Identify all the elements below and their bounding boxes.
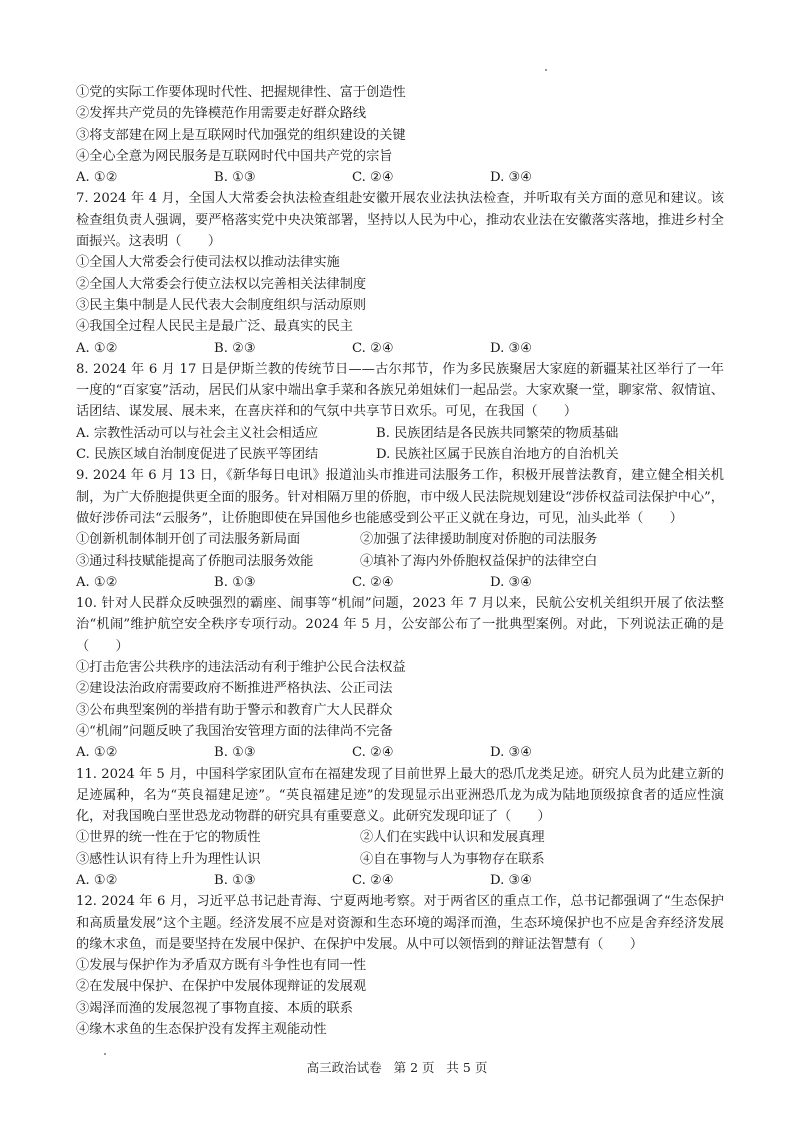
q6-item-1: ①党的实际工作要体现时代性、把握规律性、富于创造性 — [76, 85, 406, 100]
scan-speck — [104, 1053, 106, 1055]
q9-item-2: ②加强了法律援助制度对侨胞的司法服务 — [360, 532, 598, 548]
q11-item-4: ④自在事物与人为事物存在联系 — [360, 851, 545, 867]
q6-option-c: C. ②④ — [352, 170, 394, 186]
q10-item-4: ④“机闹”问题反映了我国治安管理方面的法律尚不完备 — [76, 723, 393, 739]
q10-option-c: C. ②④ — [352, 745, 394, 761]
q10-item-2: ②建设法治政府需要政府不断推进严格执法、公正司法 — [76, 681, 393, 697]
q9-options — [76, 572, 724, 593]
q6-option-b: B. ①③ — [214, 170, 256, 186]
q7-option-c: C. ②④ — [352, 340, 394, 356]
q12-stem: 12. 2024 年 6 月，习近平总书记赴青海、宁夏两地考察。对于两省区的重点工作，总书记都强调了“生态保护和高质量发展”这个主题。经济发展不应是对资源和生态环境的竭泽而渔，生态环境保护也不应是舍弃经济发展的缘木求鱼，而是要坚持在发展中保护、在保护中发展。从中可以领悟到的辩证法智慧有（ ） — [76, 894, 724, 952]
q8-options-row-2 — [76, 444, 724, 465]
q12-item-3: ③竭泽而渔的发展忽视了事物直接、本质的联系 — [76, 1000, 353, 1016]
q6-item-2: ②发挥共产党员的先锋模范作用需要走好群众路线 — [76, 106, 367, 122]
q12-item-1: ①发展与保护作为矛盾双方既有斗争性也有同一性 — [76, 958, 367, 974]
q6-options — [76, 167, 724, 188]
q7-option-a: A. ①② — [76, 340, 118, 356]
footer-page-number: 第 2 页 — [393, 1060, 435, 1075]
q9-option-d: D. ③④ — [490, 574, 533, 590]
q8-stem: 8. 2024 年 6 月 17 日是伊斯兰教的传统节日——古尔邦节，作为多民族聚居大家庭的新疆某社区举行了一年一度的“百家宴”活动，居民们从家中端出拿手菜和各族兄弟姐妹们一起品尝。大家欢聚一堂，聊家常、叙情谊、话团结、谋发展、展未来，在喜庆祥和的气氛中共享节日欢乐。可见，在我国（ ） — [76, 361, 724, 420]
q7-option-b: B. ②③ — [214, 340, 256, 356]
q7-option-d: D. ③④ — [490, 340, 533, 356]
q8-option-d: D. 民族社区属于民族自治地方的自治机关 — [376, 447, 619, 463]
q11-item-3: ③感性认识有待上升为理性认识 — [76, 851, 261, 867]
q10-options — [76, 742, 724, 763]
q12-item-2: ②在发展中保护、在保护中发展体现辩证的发展观 — [76, 979, 367, 995]
q11-items-row-1 — [76, 827, 724, 848]
q9-items-row-2 — [76, 551, 724, 572]
q8-option-a: A. 宗教性活动可以与社会主义社会相适应 — [76, 425, 319, 441]
q6-item-3: ③将支部建在网上是互联网时代加强党的组织建设的关键 — [76, 127, 406, 143]
q9-item-3: ③通过科技赋能提高了侨胞司法服务效能 — [76, 553, 314, 569]
q6-item-4: ④全心全意为网民服务是互联网时代中国共产党的宗旨 — [76, 148, 393, 164]
q11-options — [76, 870, 724, 891]
q7-item-1: ①全国人大常委会行使司法权以推动法律实施 — [76, 255, 340, 271]
q9-option-a: A. ①② — [76, 574, 118, 590]
q8-option-c: C. 民族区域自治制度促进了民族平等团结 — [76, 447, 319, 463]
q8-option-b: B. 民族团结是各民族共同繁荣的物质基础 — [376, 425, 619, 441]
q7-item-2: ②全国人大常委会行使立法权以完善相关法律制度 — [76, 276, 367, 292]
q11-stem: 11. 2024 年 5 月，中国科学家团队宣布在福建发现了目前世界上最大的恐爪龙类足迹。研究人员为此建立新的足迹属种，名为“英良福建足迹”。“英良福建足迹”的发现显示出亚洲恐爪龙为成为陆地顶级掠食者的适应性演化，对我国晚白垩世恐龙动物群的研究具有重要意义。此研究发现印证了（ ） — [76, 766, 724, 825]
q9-option-b: B. ①③ — [214, 574, 256, 590]
q11-option-b: B. ①③ — [214, 872, 256, 888]
q10-option-d: D. ③④ — [490, 745, 533, 761]
page-footer — [0, 1058, 794, 1076]
q11-option-a: A. ①② — [76, 872, 118, 888]
footer-total-pages: 共 5 页 — [446, 1060, 488, 1075]
q10-stem: 10. 针对人民群众反映强烈的霸座、闹事等“机闹”问题，2023 年 7 月以来，民航公安机关组织开展了依法整治“机闹”维护航空安全秩序专项行动。2024 年 5 月，公安部公布了一批典型案例。对此，下列说法正确的是（ ） — [76, 596, 724, 654]
q10-item-3: ③公布典型案例的举措有助于警示和教育广大人民群众 — [76, 702, 393, 718]
q11-item-2: ②人们在实践中认识和发展真理 — [360, 830, 545, 846]
q6-option-d: D. ③④ — [490, 170, 533, 186]
q9-stem: 9. 2024 年 6 月 13 日，《新华每日电讯》报道汕头市推进司法服务工作，积极开展普法教育，建立健全相关机制，为广大侨胞提供更全面的服务。针对相隔万里的侨胞，市中级人民法院规划建设“涉侨权益司法保护中心”，做好涉侨司法“云服务”，让侨胞即使在异国他乡也能感受到公平正义就在身边，可见，汕头此举（ ） — [76, 468, 724, 526]
q10-option-a: A. ①② — [76, 745, 118, 761]
q6-option-a: A. ①② — [76, 170, 118, 186]
q9-item-1: ①创新机制体制开创了司法服务新局面 — [76, 532, 301, 548]
q9-item-4: ④填补了海内外侨胞权益保护的法律空白 — [360, 553, 598, 569]
q9-option-c: C. ②④ — [352, 574, 394, 590]
q7-item-3: ③民主集中制是人民代表大会制度组织与活动原则 — [76, 297, 367, 313]
q11-option-c: C. ②④ — [352, 872, 394, 888]
q10-option-b: B. ①③ — [214, 745, 256, 761]
q10-item-1: ①打击危害公共秩序的违法活动有利于维护公民合法权益 — [76, 660, 406, 676]
q8-options-row-1 — [76, 423, 724, 444]
scan-speck — [545, 69, 547, 71]
q11-item-1: ①世界的统一性在于它的物质性 — [76, 830, 261, 846]
q11-option-d: D. ③④ — [490, 872, 533, 888]
q7-stem: 7. 2024 年 4 月，全国人大常委会执法检查组赴安徽开展农业法执法检查，并听取有关方面的意见和建议。该检查组负责人强调，要严格落实党中央决策部署，坚持以人民为中心，推动农业法在安徽落实落地，推进乡村全面振兴。这表明（ ） — [76, 191, 724, 250]
q11-items-row-2 — [76, 849, 724, 870]
q9-items-row-1 — [76, 529, 724, 550]
q7-options — [76, 338, 724, 359]
footer-subject: 高三政治试卷 — [306, 1060, 382, 1075]
q12-item-4: ④缘木求鱼的生态保护没有发挥主观能动性 — [76, 1022, 327, 1038]
q7-item-4: ④我国全过程人民民主是最广泛、最真实的民主 — [76, 319, 353, 335]
question-content — [76, 82, 724, 1040]
